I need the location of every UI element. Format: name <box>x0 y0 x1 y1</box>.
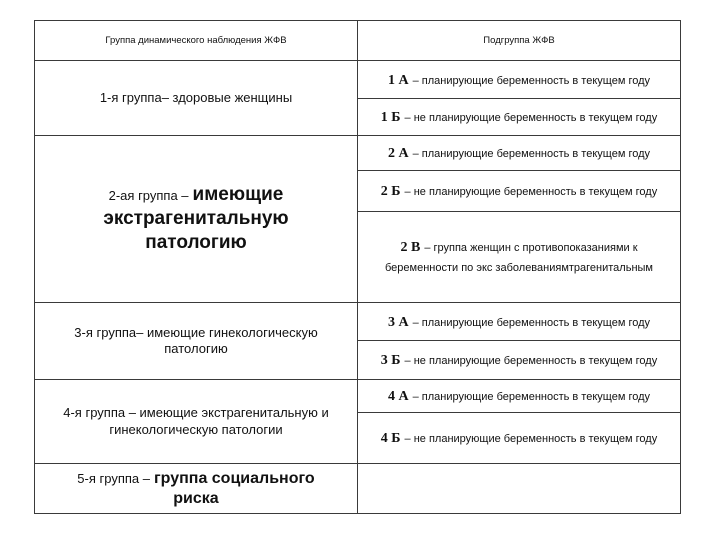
header-group-column: Группа динамического наблюдения ЖФВ <box>105 34 287 46</box>
subgroup-2c: 2 В – группа женщин с противопоказаниями к беременности по экс заболеваниямтрагенитальным <box>384 240 653 274</box>
group-3-label: 3-я группа– имеющие гинекологическую патологию <box>74 324 318 356</box>
subgroup-2b: 2 Б – не планирующие беременность в текущем году <box>380 184 658 199</box>
subgroup-3a: 3 А – планирующие беременность в текущем году <box>387 314 651 330</box>
group-5-label: 5-я группа – группа социального риска <box>77 469 315 507</box>
subgroup-1a: 1 А – планирующие беременность в текущем году <box>387 72 651 88</box>
group-4-label: 4-я группа – имеющие экстрагенитальную и гинекологическую патологии <box>63 405 329 437</box>
subgroup-4b: 4 Б – не планирующие беременность в текущем году <box>380 431 658 446</box>
group-2-label: 2-ая группа – имеющие экстрагенитальную патологию <box>103 184 289 253</box>
table-border-bottom <box>34 513 681 514</box>
subgroup-1b: 1 Б – не планирующие беременность в текущем году <box>380 110 658 125</box>
group-1-label: 1-я группа – здоровые женщины <box>99 89 293 105</box>
table-border-right <box>680 20 681 514</box>
subgroup-2a: 2 А – планирующие беременность в текущем году <box>387 146 651 161</box>
subgroup-5-empty <box>358 464 680 513</box>
subgroup-3b: 3 Б – не планирующие беременность в текущем году <box>380 353 658 368</box>
subgroup-4a: 4 А – планирующие беременность в текущем году <box>387 389 651 404</box>
header-subgroup-column: Подгруппа ЖФВ <box>483 34 555 46</box>
